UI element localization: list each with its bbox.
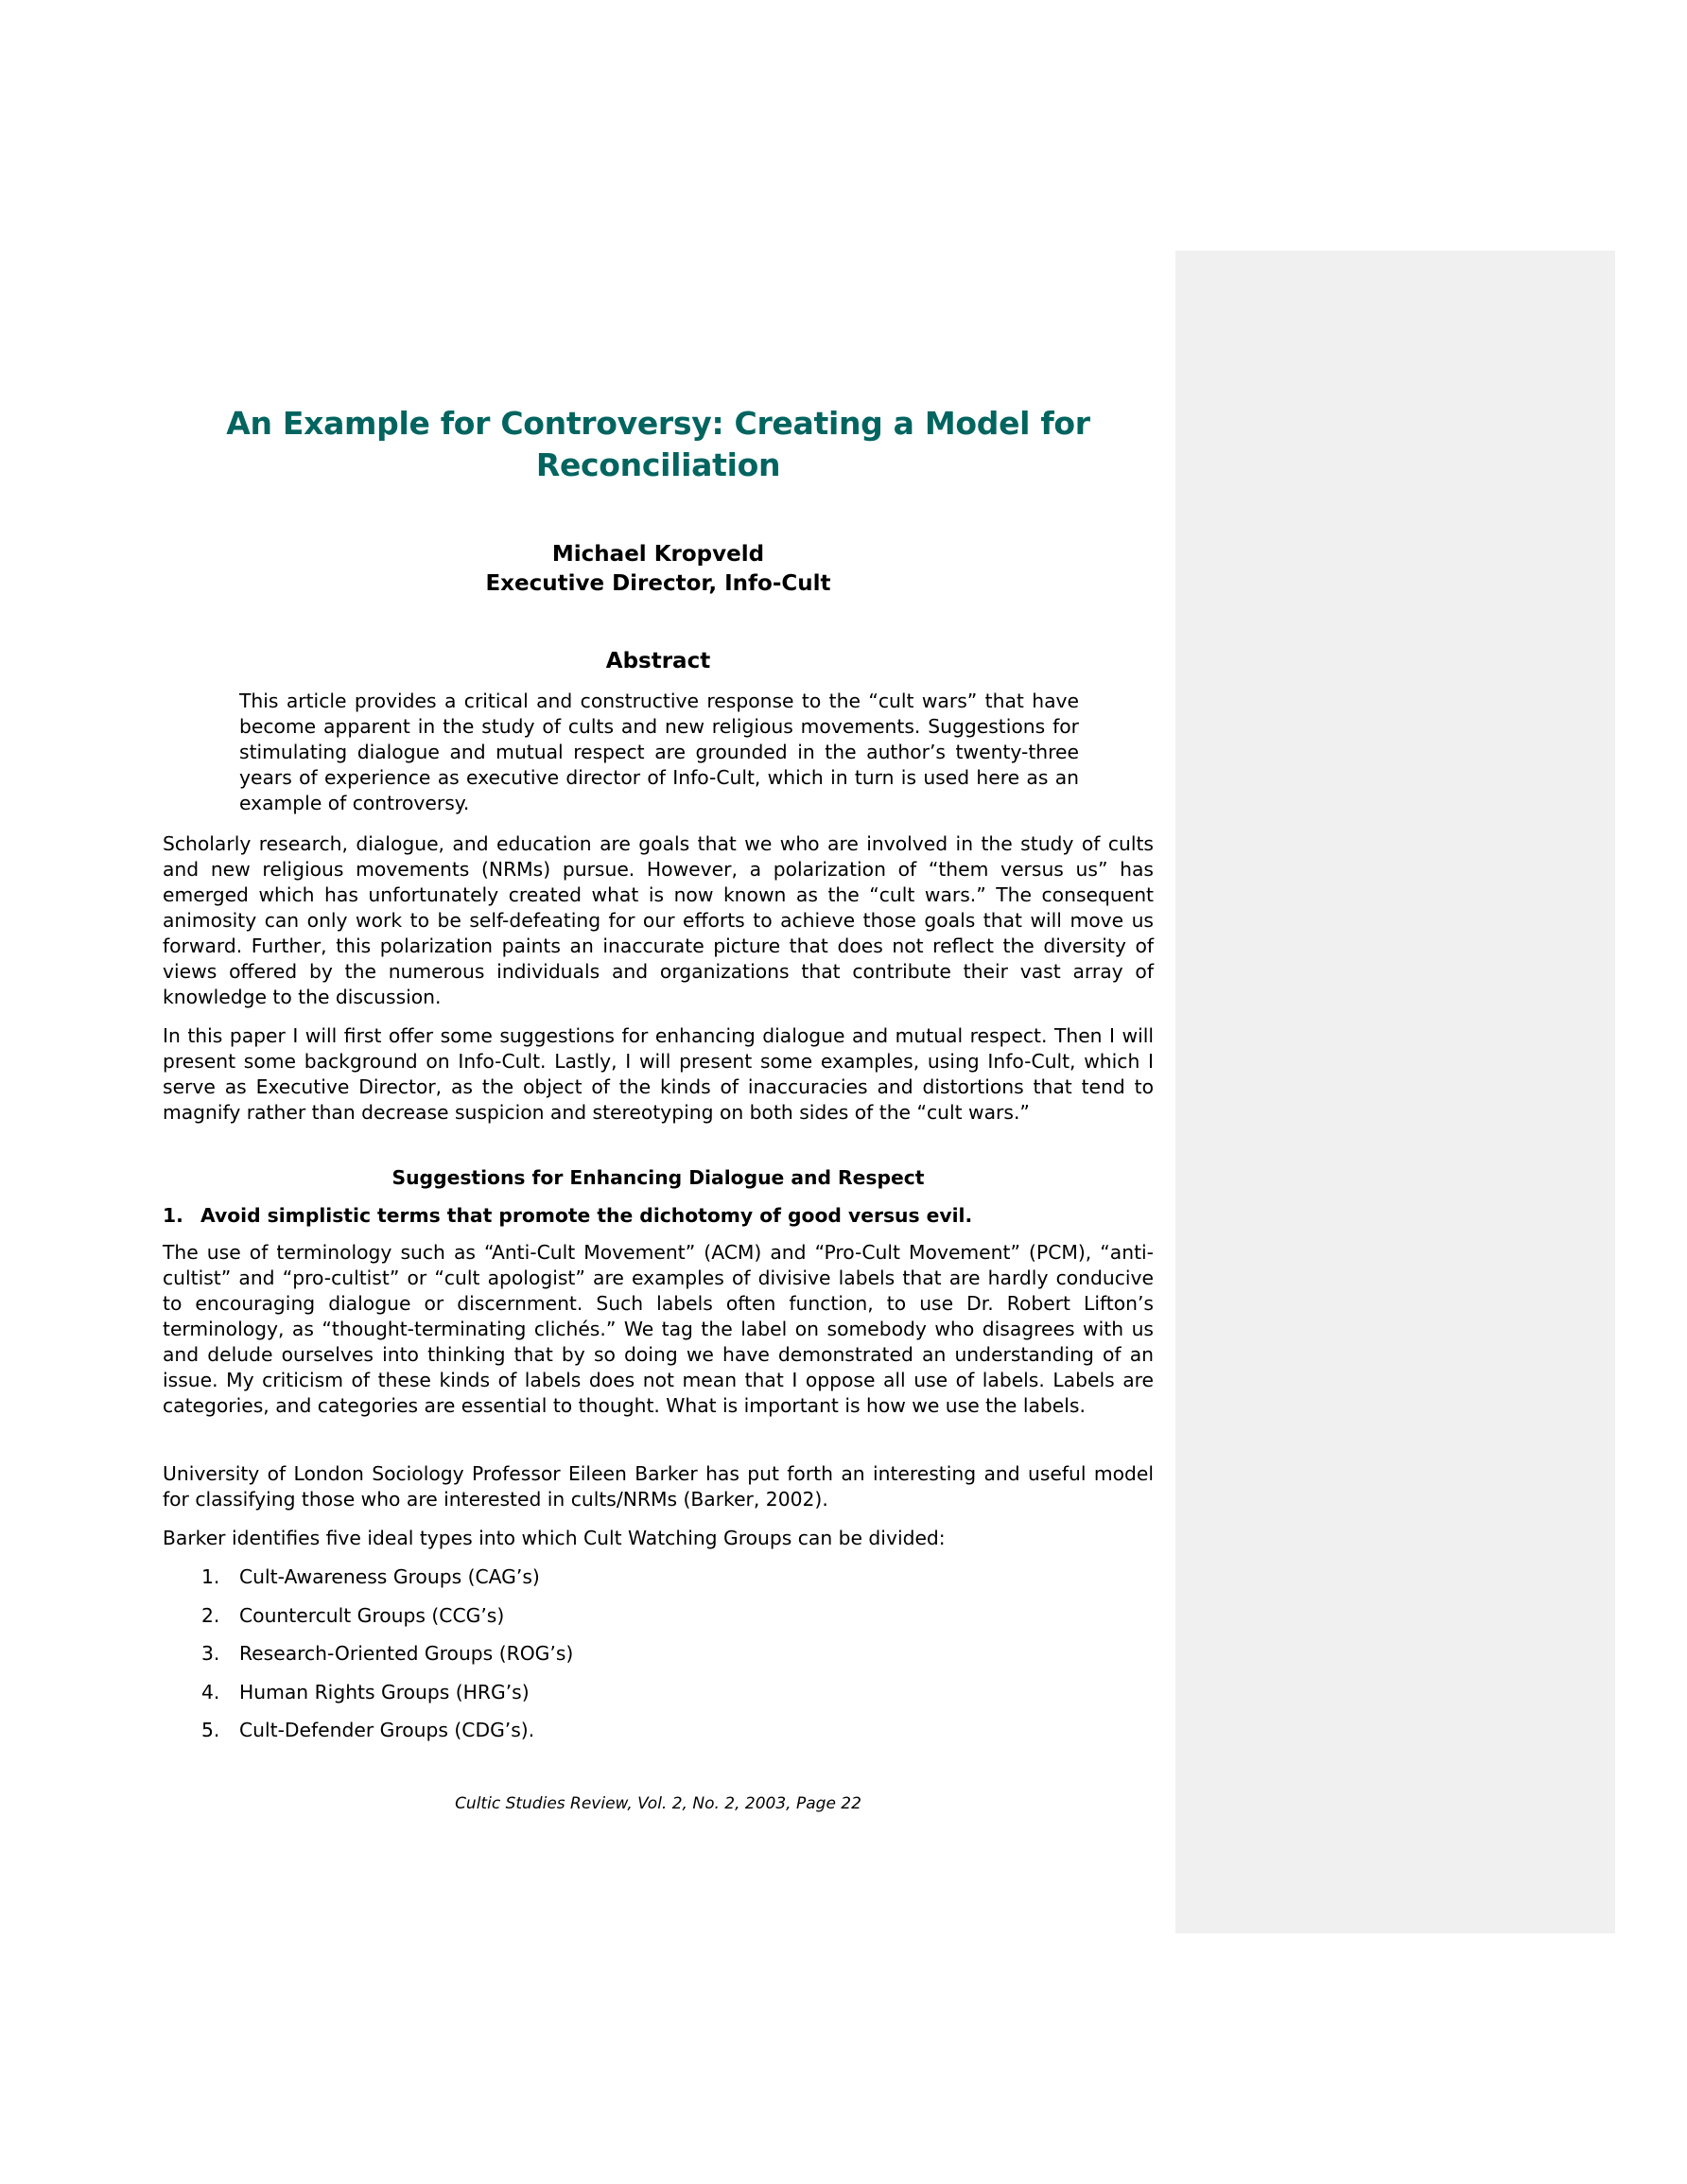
list-item [201,1680,1147,1705]
list-item-text: Human Rights Groups (HRG’s) [239,1681,530,1704]
list-item-text: Research-Oriented Groups (ROG’s) [239,1642,574,1665]
comment-pane [1175,251,1615,1933]
section-heading: Suggestions for Enhancing Dialogue and Respect [391,1166,925,1189]
subheading-number: 1. [163,1204,183,1227]
list-item-number: 3. [201,1642,220,1665]
page-footer: Cultic Studies Review, Vol. 2, No. 2, 2003, Page 22 [455,1794,861,1813]
body-paragraph-4: University of London Sociology Professor Eileen Barker has put forth an interesting and useful model for classifying those who are interested in cults/NRMs (Barker, 2002). [163,1462,1154,1511]
list-item-number: 2. [201,1604,220,1627]
list-item-text: Cult-Defender Groups (CDG’s). [239,1719,535,1741]
list-item-number: 5. [201,1719,220,1741]
body-paragraph-3: The use of terminology such as “Anti-Cult Movement” (ACM) and “Pro-Cult Movement” (PCM), “anti-cultist” and “pro-cultist” or “cult apologist” are examples of divisive labels that are hardly conducive to encouraging dialogue or discernment. Such labels often function, to use Dr. Robert Lifton’s terminology, as “thought-terminating clichés.” We tag the label on somebody who disagrees with us and delude ourselves into thinking that by so doing we have demonstrated an understanding of an issue. My criticism of these kinds of labels does not mean that I oppose all use of labels. Labels are categories, and categories are essential to thought. What is important is how we use the labels. [163,1241,1154,1417]
author-block [163,540,1154,599]
subheading-text: Avoid simplistic terms that promote the dichotomy of good versus evil. [200,1204,973,1227]
list-item-number: 1. [201,1565,220,1588]
body-paragraph-1: Scholarly research, dialogue, and education are goals that we who are involved in the study of cults and new religious movements (NRMs) pursue. However, a polarization of “them versus us” has emerged which has unfortunately created what is now known as the “cult wars.” The consequent animosity can only work to be self-defeating for our efforts to achieve those goals that will move us forward. Further, this polarization paints an inaccurate picture that does not reflect the diversity of views offered by the numerous individuals and organizations that contribute their vast array of knowledge to the discussion. [163,832,1154,1008]
abstract-heading: Abstract [605,649,711,673]
list-item [201,1641,1147,1667]
list-item-text: Cult-Awareness Groups (CAG’s) [239,1565,540,1588]
author-affiliation: Executive Director, Info-Cult [485,571,831,596]
list-item-text: Countercult Groups (CCG’s) [239,1604,505,1627]
article-title [163,403,1154,486]
article-title-line-1: An Example for Controversy: Creating a Model for [226,405,1090,442]
abstract-body: This article provides a critical and constructive response to the “cult wars” that have become apparent in the study of cults and new religious movements. Suggestions for stimulating dialogue and mutual respect are grounded in the author’s twenty-three years of experience as executive director of Info-Cult, which in turn is used here as an example of controversy. [239,690,1079,814]
list-item-number: 4. [201,1681,220,1704]
body-paragraph-2: In this paper I will first offer some suggestions for enhancing dialogue and mutual respect. Then I will present some background on Info-Cult. Lastly, I will present some examples, using Info-Cult, which I serve as Executive Director, as the object of the kinds of inaccuracies and distortions that tend to magnify rather than decrease suspicion and stereotyping on both sides of the “cult wars.” [163,1024,1154,1124]
numbered-subheading [163,1203,1154,1229]
list-item [201,1603,1147,1629]
author-name: Michael Kropveld [551,542,765,567]
article-title-line-2: Reconciliation [535,446,781,483]
list-item [201,1718,1147,1743]
body-paragraph-5: Barker identifies five ideal types into which Cult Watching Groups can be divided: [163,1527,946,1549]
list-item [201,1564,1147,1590]
